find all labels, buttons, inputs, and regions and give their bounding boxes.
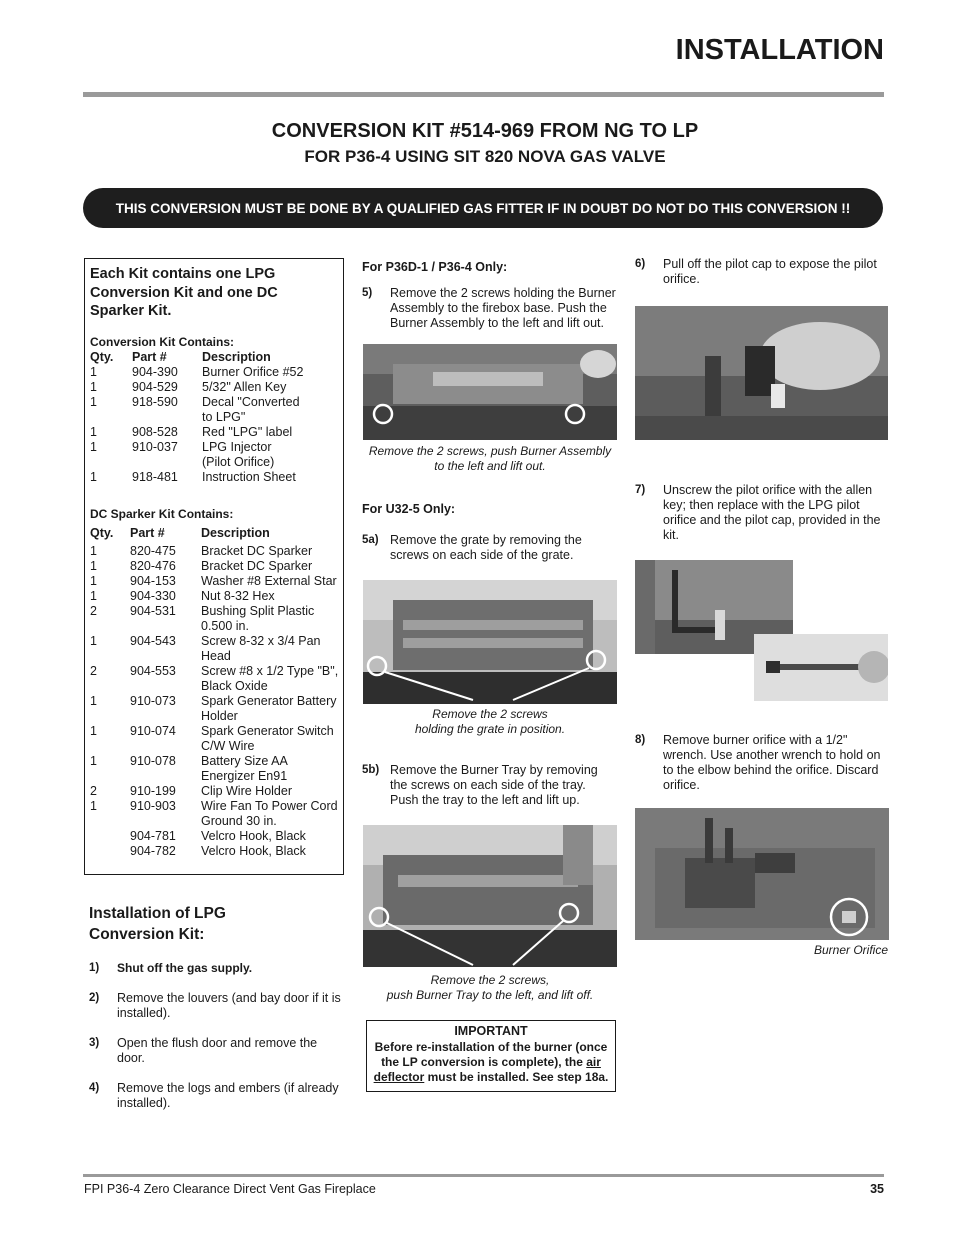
text-line: installed).	[117, 1096, 171, 1110]
step-1-number: 1)	[89, 962, 100, 974]
step-5b-text	[390, 763, 598, 808]
cell-part: 918-590	[132, 395, 178, 409]
text-line: Assembly to the firebox base. Push the	[390, 301, 607, 315]
p36-heading: For P36D-1 / P36-4 Only:	[362, 260, 508, 274]
pilot-cap-photo-art	[635, 306, 888, 440]
conversion-table-header	[90, 350, 340, 365]
table-row	[90, 604, 342, 619]
cell-desc: Spark Generator Battery	[201, 694, 337, 708]
cell-part: 904-529	[132, 380, 178, 394]
cell-qty: 2	[90, 664, 97, 678]
warning-banner	[83, 188, 883, 228]
table-row	[90, 829, 342, 844]
air-deflector-term: deflector	[373, 1070, 425, 1084]
table-row	[90, 784, 342, 799]
col-desc: Description	[202, 350, 271, 364]
text-fragment: must be installed. See step 18a.	[427, 1070, 609, 1084]
caption-line: Remove the 2 screws	[432, 707, 548, 721]
table-row	[90, 380, 340, 395]
cell-qty: 1	[90, 544, 97, 558]
cell-qty: 1	[90, 470, 97, 484]
text-line: orifice.	[663, 778, 700, 792]
cell-qty: 1	[90, 634, 97, 648]
pilot-orifice-photo-art	[754, 634, 888, 701]
cell-desc: Energizer En91	[201, 769, 288, 783]
table-row	[90, 694, 342, 709]
burner-orifice-photo	[635, 808, 889, 940]
kit-box-title-line: Each Kit contains one LPG	[90, 266, 276, 282]
step-5a-number: 5a)	[362, 534, 379, 546]
text-line: door.	[117, 1051, 145, 1065]
cell-qty: 1	[90, 724, 97, 738]
cell-desc: Screw 8-32 x 3/4 Pan	[201, 634, 321, 648]
text-line: wrench. Use another wrench to hold on	[663, 748, 881, 762]
table-row	[90, 769, 342, 784]
footer-divider	[83, 1174, 884, 1177]
text-line: Remove the grate by removing the	[390, 533, 582, 547]
text-line: Unscrew the pilot orifice with the allen	[663, 483, 873, 497]
cell-part: 904-330	[130, 589, 176, 603]
cell-part: 904-543	[130, 634, 176, 648]
table-row	[90, 395, 340, 410]
kit-box-title	[90, 265, 340, 321]
cell-qty: 1	[90, 694, 97, 708]
text-line: screws on each side of the grate.	[390, 548, 574, 562]
cell-qty: 1	[90, 380, 97, 394]
cell-desc: C/W Wire	[201, 739, 255, 753]
step-7-text	[663, 483, 881, 543]
cell-desc: Bracket DC Sparker	[201, 544, 313, 558]
burner-tray-photo-art	[363, 825, 617, 967]
text-line: kit.	[663, 528, 679, 542]
caption-line: holding the grate in position.	[414, 722, 566, 736]
important-title: IMPORTANT	[454, 1024, 528, 1038]
text-line: Remove the Burner Tray by removing	[390, 763, 598, 777]
cell-part: 904-390	[132, 365, 178, 379]
text-line	[366, 1055, 616, 1070]
caption-line: Remove the 2 screws,	[430, 973, 550, 987]
text-fragment: the LP conversion is complete), the	[381, 1055, 583, 1069]
cell-part: 904-782	[130, 844, 176, 858]
burner-assembly-caption	[362, 444, 618, 474]
table-row	[90, 739, 342, 754]
cell-desc: Screw #8 x 1/2 Type "B",	[201, 664, 339, 678]
cell-part: 904-531	[130, 604, 176, 618]
cell-desc: Decal "Converted	[202, 395, 300, 409]
installation-heading	[89, 903, 226, 945]
step-5b-number: 5b)	[362, 764, 380, 776]
cell-qty: 2	[90, 784, 97, 798]
step-4-text	[117, 1081, 339, 1111]
burner-tray-caption	[362, 973, 618, 1003]
burner-assembly-photo	[363, 344, 617, 440]
col-qty: Qty.	[90, 526, 114, 540]
cell-desc: Washer #8 External Star	[201, 574, 337, 588]
cell-desc: Wire Fan To Power Cord	[201, 799, 338, 813]
table-row	[90, 589, 342, 604]
text-line	[366, 1070, 616, 1085]
cell-desc: Battery Size AA	[201, 754, 288, 768]
cell-qty: 2	[90, 604, 97, 618]
text-line: Remove the louvers (and bay door if it is	[117, 991, 341, 1005]
table-row	[90, 574, 342, 589]
step-2-number: 2)	[89, 992, 100, 1004]
table-row	[90, 455, 340, 470]
table-row	[90, 619, 342, 634]
pilot-cap-photo	[635, 306, 888, 440]
cell-desc: Bracket DC Sparker	[201, 559, 313, 573]
table-row	[90, 425, 340, 440]
important-text	[366, 1040, 616, 1085]
cell-part: 908-528	[132, 425, 178, 439]
cell-part: 910-073	[130, 694, 176, 708]
caption-line: Remove the 2 screws, push Burner Assembly	[368, 444, 612, 458]
conversion-kit-subheading: FOR P36-4 USING SIT 820 NOVA GAS VALVE	[304, 147, 666, 166]
text-line: Remove the logs and embers (if already	[117, 1081, 339, 1095]
cell-part: 904-781	[130, 829, 176, 843]
cell-qty: 1	[90, 574, 97, 588]
cell-desc: Velcro Hook, Black	[201, 844, 306, 858]
cell-desc: Black Oxide	[201, 679, 268, 693]
step-1-text: Shut off the gas supply.	[117, 961, 253, 975]
cell-qty: 1	[90, 754, 97, 768]
cell-desc: (Pilot Orifice)	[202, 455, 275, 469]
cell-qty: 1	[90, 440, 97, 454]
grate-photo-art	[363, 580, 617, 704]
cell-desc: LPG Injector	[202, 440, 272, 454]
cell-part: 910-037	[132, 440, 178, 454]
header-divider	[83, 92, 884, 97]
cell-desc: Bushing Split Plastic	[201, 604, 315, 618]
step-8-number: 8)	[635, 734, 646, 746]
table-row	[90, 559, 342, 574]
step-5-text	[390, 286, 616, 331]
burner-orifice-photo-art	[635, 808, 889, 940]
text-line: Remove burner orifice with a 1/2"	[663, 733, 848, 747]
burner-assembly-photo-art	[363, 344, 617, 440]
step-6-text	[663, 257, 877, 287]
burner-orifice-caption: Burner Orifice	[813, 943, 888, 957]
cell-desc: Velcro Hook, Black	[201, 829, 306, 843]
step-6-number: 6)	[635, 258, 646, 270]
cell-qty: 1	[90, 365, 97, 379]
table-row	[90, 634, 342, 649]
text-line: Open the flush door and remove the	[117, 1036, 318, 1050]
table-row	[90, 754, 342, 769]
cell-part: 910-078	[130, 754, 176, 768]
table-row	[90, 470, 340, 485]
conversion-kit-heading-small: Conversion Kit Contains:	[90, 335, 235, 349]
cell-desc: Burner Orifice #52	[202, 365, 304, 379]
col-qty: Qty.	[90, 350, 114, 364]
cell-desc: Spark Generator Switch	[201, 724, 334, 738]
cell-part: 910-199	[130, 784, 176, 798]
cell-desc: Ground 30 in.	[201, 814, 277, 828]
col-desc: Description	[201, 526, 270, 540]
cell-desc: Head	[201, 649, 231, 663]
page-title: INSTALLATION	[675, 34, 884, 66]
air-deflector-term: air	[586, 1055, 601, 1069]
cell-part: 918-481	[132, 470, 178, 484]
table-row	[90, 649, 342, 664]
footer-document-title: FPI P36-4 Zero Clearance Direct Vent Gas Fireplace	[84, 1182, 376, 1196]
text-line: the screws on each side of the tray.	[390, 778, 586, 792]
step-7-number: 7)	[635, 484, 646, 496]
text-line: orifice and the pilot cap, provided in the	[663, 513, 881, 527]
table-row	[90, 410, 340, 425]
cell-part: 904-153	[130, 574, 176, 588]
table-row	[90, 709, 342, 724]
u32-heading: For U32-5 Only:	[362, 502, 456, 516]
pilot-orifice-photo	[754, 634, 888, 701]
installation-heading-line: Installation of LPG	[89, 905, 226, 922]
cell-desc: 0.500 in.	[201, 619, 249, 633]
cell-desc: Red "LPG" label	[202, 425, 293, 439]
step-3-text	[117, 1036, 317, 1066]
text-line: to the elbow behind the orifice. Discard	[663, 763, 879, 777]
sparker-table-header	[90, 526, 340, 541]
table-row	[90, 679, 342, 694]
text-line: Pull off the pilot cap to expose the pilot	[663, 257, 877, 271]
warning-text: THIS CONVERSION MUST BE DONE BY A QUALIFIED GAS FITTER IF IN DOUBT DO NOT DO THIS CONVERSION !!	[115, 200, 851, 216]
conversion-kit-heading: CONVERSION KIT #514-969 FROM NG TO LP	[271, 120, 699, 142]
step-4-number: 4)	[89, 1082, 100, 1094]
grate-photo	[363, 580, 617, 704]
cell-desc: 5/32" Allen Key	[202, 380, 287, 394]
table-row	[90, 724, 342, 739]
table-row	[90, 664, 342, 679]
text-line: Push the tray to the left and lift up.	[390, 793, 580, 807]
cell-qty: 1	[90, 425, 97, 439]
step-3-number: 3)	[89, 1037, 100, 1049]
cell-desc: Instruction Sheet	[202, 470, 296, 484]
text-line: key; then replace with the LPG pilot	[663, 498, 860, 512]
cell-desc: Nut 8-32 Hex	[201, 589, 275, 603]
kit-box-title-line: Conversion Kit and one DC	[90, 284, 278, 301]
page-number: 35	[870, 1182, 884, 1196]
cell-qty: 1	[90, 395, 97, 409]
step-2-text	[117, 991, 341, 1021]
table-row	[90, 799, 342, 814]
caption-line: to the left and lift out.	[434, 459, 546, 473]
table-row	[90, 814, 342, 829]
cell-part: 820-475	[130, 544, 176, 558]
col-part: Part #	[130, 526, 165, 540]
cell-qty: 1	[90, 799, 97, 813]
cell-desc: Holder	[201, 709, 238, 723]
kit-box-title-line: Sparker Kit.	[90, 303, 172, 319]
col-part: Part #	[132, 350, 167, 364]
installation-heading-line: Conversion Kit:	[89, 926, 205, 943]
burner-tray-photo	[363, 825, 617, 967]
table-row	[90, 544, 342, 559]
table-row	[90, 365, 340, 380]
cell-part: 910-903	[130, 799, 176, 813]
text-line: Burner Assembly to the left and lift out.	[390, 316, 605, 330]
step-5-number: 5)	[362, 287, 373, 299]
text-line: Remove the 2 screws holding the Burner	[390, 286, 616, 300]
cell-desc: Clip Wire Holder	[201, 784, 292, 798]
step-5a-text	[390, 533, 582, 563]
cell-desc: to LPG"	[202, 410, 246, 424]
text-line: installed).	[117, 1006, 171, 1020]
text-line: orifice.	[663, 272, 700, 286]
grate-caption	[362, 707, 618, 737]
table-row	[90, 844, 342, 859]
sparker-kit-heading: DC Sparker Kit Contains:	[90, 507, 234, 521]
step-8-text	[663, 733, 881, 793]
cell-part: 910-074	[130, 724, 176, 738]
table-row	[90, 440, 340, 455]
cell-qty: 1	[90, 589, 97, 603]
cell-part: 820-476	[130, 559, 176, 573]
cell-qty: 1	[90, 559, 97, 573]
caption-line: push Burner Tray to the left, and lift off.	[386, 988, 594, 1002]
cell-part: 904-553	[130, 664, 176, 678]
text-line: Before re-installation of the burner (once	[374, 1040, 608, 1054]
